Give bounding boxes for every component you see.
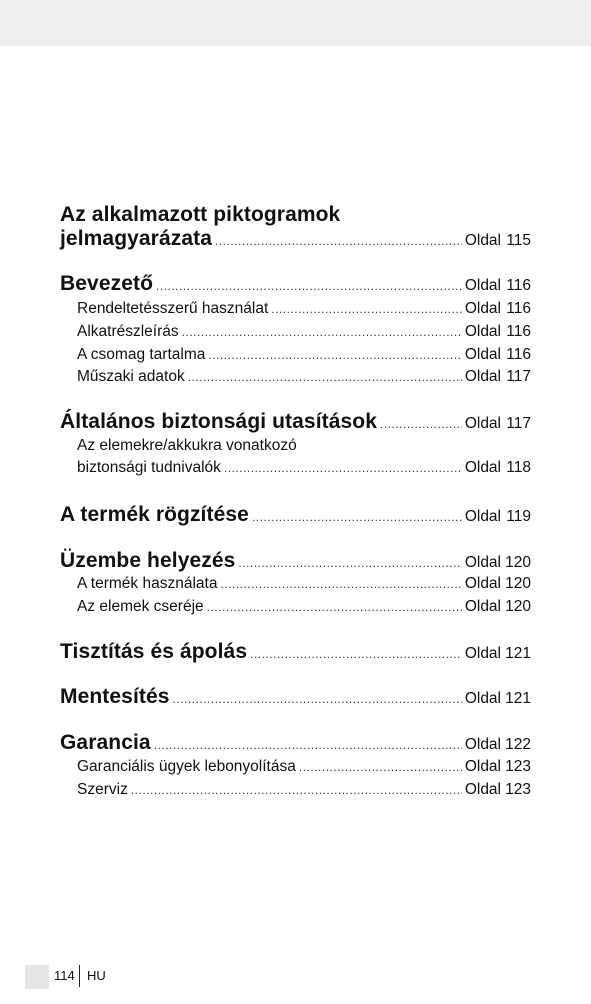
page-number: 117 xyxy=(506,368,531,385)
page-word: Oldal xyxy=(464,508,501,525)
leader-dots xyxy=(154,738,462,752)
toc-title: Garancia xyxy=(60,731,151,754)
leader-dots xyxy=(207,600,462,614)
toc-heading-pictograms-line1: Az alkalmazott piktogramok xyxy=(60,203,341,226)
page-number: 121 xyxy=(505,645,531,662)
page-number: 116 xyxy=(506,323,531,340)
page-word: Oldal xyxy=(464,554,501,571)
toc-entry-startup[interactable] xyxy=(60,549,531,573)
toc-title: Garanciális ügyek lebonyolítása xyxy=(77,758,296,775)
toc-entry-disposal[interactable] xyxy=(60,685,531,709)
page-word: Oldal xyxy=(464,781,501,798)
footer-divider xyxy=(79,965,80,987)
toc-entry-cleaning[interactable] xyxy=(60,640,531,664)
page-word: Oldal xyxy=(464,277,501,294)
page-word: Oldal xyxy=(464,300,501,317)
toc-title: Műszaki adatok xyxy=(77,368,185,385)
toc-entry-service[interactable] xyxy=(77,781,531,799)
page-word: Oldal xyxy=(464,575,501,592)
page-number: 116 xyxy=(506,300,531,317)
page-word: Oldal xyxy=(464,368,501,385)
toc-title: Üzembe helyezés xyxy=(60,549,236,572)
page-number: 123 xyxy=(505,781,531,798)
toc-entry-tech-data[interactable] xyxy=(77,368,531,386)
toc-entry-safety[interactable] xyxy=(60,410,531,434)
page-word: Oldal xyxy=(464,645,501,662)
page-word: Oldal xyxy=(464,459,501,476)
page-word: Oldal xyxy=(464,346,501,363)
page-number: 120 xyxy=(505,575,531,592)
page-number: 116 xyxy=(506,346,531,363)
page-word: Oldal xyxy=(464,736,501,753)
toc-entry-battery-safety[interactable] xyxy=(77,459,531,477)
page-number: 123 xyxy=(505,758,531,775)
toc-entry-intended-use[interactable] xyxy=(77,300,531,318)
leader-dots xyxy=(250,647,462,661)
page-word: Oldal xyxy=(464,415,501,432)
toc-entry-warranty-claims[interactable] xyxy=(77,758,531,776)
page-number: 120 xyxy=(505,598,531,615)
toc-entry-battery-change[interactable] xyxy=(77,598,531,616)
page-number: 116 xyxy=(506,277,531,294)
toc-title: A csomag tartalma xyxy=(77,346,206,363)
page-number: 119 xyxy=(506,508,531,525)
page-number: 117 xyxy=(506,415,531,432)
toc-title: Általános biztonsági utasítások xyxy=(60,410,377,433)
toc-title: Rendeltetésszerű használat xyxy=(77,300,269,317)
page-word: Oldal xyxy=(464,232,501,249)
page-number: 115 xyxy=(506,232,531,249)
page-number: 120 xyxy=(505,554,531,571)
toc-entry-intro[interactable] xyxy=(60,272,531,296)
toc-battery-safety-line1: Az elemekre/akkukra vonatkozó xyxy=(77,437,297,454)
page-word: Oldal xyxy=(464,690,501,707)
footer-marker xyxy=(25,965,49,989)
leader-dots xyxy=(380,417,462,431)
page-number: 122 xyxy=(505,736,531,753)
toc-entry-package[interactable] xyxy=(77,346,531,364)
leader-dots xyxy=(224,461,462,475)
leader-dots xyxy=(208,348,461,362)
leader-dots xyxy=(215,234,462,248)
header-band xyxy=(0,0,591,46)
toc-entry-warranty[interactable] xyxy=(60,731,531,755)
toc-entry-pictograms[interactable] xyxy=(60,227,531,251)
toc-title: Mentesítés xyxy=(60,685,170,708)
page-number: 118 xyxy=(506,459,531,476)
page-word: Oldal xyxy=(464,758,501,775)
leader-dots xyxy=(238,556,461,570)
toc-title: A termék használata xyxy=(77,575,218,592)
leader-dots xyxy=(182,325,462,339)
leader-dots xyxy=(299,760,462,774)
leader-dots xyxy=(173,692,462,706)
leader-dots xyxy=(271,302,462,316)
page-word: Oldal xyxy=(464,598,501,615)
toc-title: Tisztítás és ápolás xyxy=(60,640,248,663)
footer-page-number: 114 xyxy=(54,968,75,983)
toc-title: Szerviz xyxy=(77,781,128,798)
toc-entry-parts[interactable] xyxy=(77,323,531,341)
toc-title: Alkatrészleírás xyxy=(77,323,179,340)
leader-dots xyxy=(156,279,462,293)
page-number: 121 xyxy=(505,690,531,707)
toc-entry-mounting[interactable] xyxy=(60,503,531,527)
toc-title: Bevezető xyxy=(60,272,154,295)
page-word: Oldal xyxy=(464,323,501,340)
leader-dots xyxy=(188,370,462,384)
footer-language: HU xyxy=(87,968,106,983)
toc-title: Az elemek cseréje xyxy=(77,598,204,615)
toc-title: jelmagyarázata xyxy=(60,227,212,250)
toc-title: biztonsági tudnivalók xyxy=(77,459,221,476)
leader-dots xyxy=(131,783,462,797)
toc-title: A termék rögzítése xyxy=(60,503,249,526)
leader-dots xyxy=(220,577,461,591)
leader-dots xyxy=(252,510,462,524)
toc-entry-use[interactable] xyxy=(77,575,531,593)
